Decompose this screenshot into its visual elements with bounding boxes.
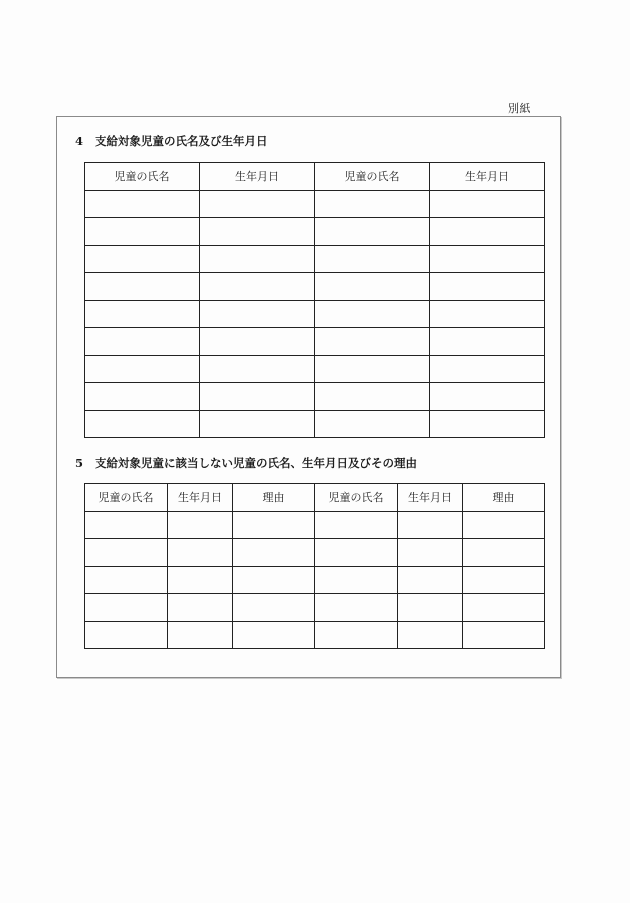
entry-cell[interactable] — [430, 300, 545, 328]
header-child-name: 児童の氏名 — [85, 484, 168, 512]
table-row — [85, 621, 545, 649]
entry-cell[interactable] — [233, 594, 315, 622]
header-child-name: 児童の氏名 — [315, 484, 398, 512]
entry-cell[interactable] — [463, 594, 545, 622]
table-row — [85, 566, 545, 594]
table-row — [85, 383, 545, 411]
table-row — [85, 594, 545, 622]
entry-cell[interactable] — [85, 410, 200, 438]
header-birth-date: 生年月日 — [168, 484, 233, 512]
table-row — [85, 328, 545, 356]
header-child-name: 児童の氏名 — [315, 163, 430, 191]
entry-cell[interactable] — [85, 566, 168, 594]
entry-cell[interactable] — [315, 566, 398, 594]
entry-cell[interactable] — [315, 511, 398, 539]
eligible-children-table — [84, 162, 545, 438]
entry-cell[interactable] — [85, 511, 168, 539]
entry-cell[interactable] — [398, 539, 463, 567]
entry-cell[interactable] — [233, 566, 315, 594]
section-4-number: 4 — [75, 134, 84, 148]
entry-cell[interactable] — [315, 300, 430, 328]
entry-cell[interactable] — [200, 300, 315, 328]
table-row — [85, 218, 545, 246]
entry-cell[interactable] — [85, 383, 200, 411]
header-reason: 理由 — [233, 484, 315, 512]
header-child-name: 児童の氏名 — [85, 163, 200, 191]
entry-cell[interactable] — [315, 383, 430, 411]
ineligible-children-table — [84, 483, 545, 649]
header-reason: 理由 — [463, 484, 545, 512]
entry-cell[interactable] — [200, 245, 315, 273]
table-row — [85, 273, 545, 301]
entry-cell[interactable] — [398, 594, 463, 622]
entry-cell[interactable] — [233, 621, 315, 649]
header-birth-date: 生年月日 — [398, 484, 463, 512]
entry-cell[interactable] — [315, 621, 398, 649]
entry-cell[interactable] — [85, 273, 200, 301]
entry-cell[interactable] — [200, 218, 315, 246]
header-birth-date: 生年月日 — [200, 163, 315, 191]
entry-cell[interactable] — [430, 245, 545, 273]
entry-cell[interactable] — [315, 410, 430, 438]
entry-cell[interactable] — [85, 218, 200, 246]
table-row — [85, 511, 545, 539]
entry-cell[interactable] — [398, 621, 463, 649]
table-row — [85, 355, 545, 383]
entry-cell[interactable] — [463, 511, 545, 539]
entry-cell[interactable] — [85, 300, 200, 328]
entry-cell[interactable] — [200, 273, 315, 301]
entry-cell[interactable] — [430, 218, 545, 246]
entry-cell[interactable] — [430, 355, 545, 383]
entry-cell[interactable] — [168, 539, 233, 567]
entry-cell[interactable] — [233, 511, 315, 539]
entry-cell[interactable] — [430, 383, 545, 411]
entry-cell[interactable] — [463, 621, 545, 649]
entry-cell[interactable] — [168, 621, 233, 649]
entry-cell[interactable] — [315, 245, 430, 273]
entry-cell[interactable] — [200, 383, 315, 411]
entry-cell[interactable] — [463, 539, 545, 567]
entry-cell[interactable] — [398, 566, 463, 594]
entry-cell[interactable] — [315, 539, 398, 567]
table-row — [85, 190, 545, 218]
entry-cell[interactable] — [85, 621, 168, 649]
entry-cell[interactable] — [168, 511, 233, 539]
entry-cell[interactable] — [85, 328, 200, 356]
entry-cell[interactable] — [315, 328, 430, 356]
section-5-title: 支給対象児童に該当しない児童の氏名、生年月日及びその理由 — [95, 456, 417, 470]
entry-cell[interactable] — [430, 190, 545, 218]
entry-cell[interactable] — [315, 355, 430, 383]
entry-cell[interactable] — [168, 594, 233, 622]
table-row — [85, 410, 545, 438]
table-header-row — [85, 163, 545, 191]
entry-cell[interactable] — [85, 539, 168, 567]
entry-cell[interactable] — [200, 410, 315, 438]
entry-cell[interactable] — [85, 594, 168, 622]
table-row — [85, 300, 545, 328]
table-row — [85, 245, 545, 273]
entry-cell[interactable] — [430, 273, 545, 301]
section-5-number: 5 — [75, 456, 84, 470]
entry-cell[interactable] — [430, 410, 545, 438]
table-row — [85, 539, 545, 567]
entry-cell[interactable] — [200, 355, 315, 383]
entry-cell[interactable] — [85, 355, 200, 383]
table-header-row — [85, 484, 545, 512]
section-4-heading — [75, 133, 268, 149]
entry-cell[interactable] — [398, 511, 463, 539]
entry-cell[interactable] — [200, 190, 315, 218]
entry-cell[interactable] — [233, 539, 315, 567]
entry-cell[interactable] — [315, 273, 430, 301]
entry-cell[interactable] — [200, 328, 315, 356]
section-5-heading — [75, 455, 417, 471]
entry-cell[interactable] — [315, 594, 398, 622]
entry-cell[interactable] — [430, 328, 545, 356]
header-birth-date: 生年月日 — [430, 163, 545, 191]
entry-cell[interactable] — [463, 566, 545, 594]
section-4-title: 支給対象児童の氏名及び生年月日 — [95, 134, 268, 148]
entry-cell[interactable] — [315, 218, 430, 246]
attachment-label: 別紙 — [508, 102, 531, 115]
entry-cell[interactable] — [85, 245, 200, 273]
entry-cell[interactable] — [315, 190, 430, 218]
entry-cell[interactable] — [168, 566, 233, 594]
entry-cell[interactable] — [85, 190, 200, 218]
